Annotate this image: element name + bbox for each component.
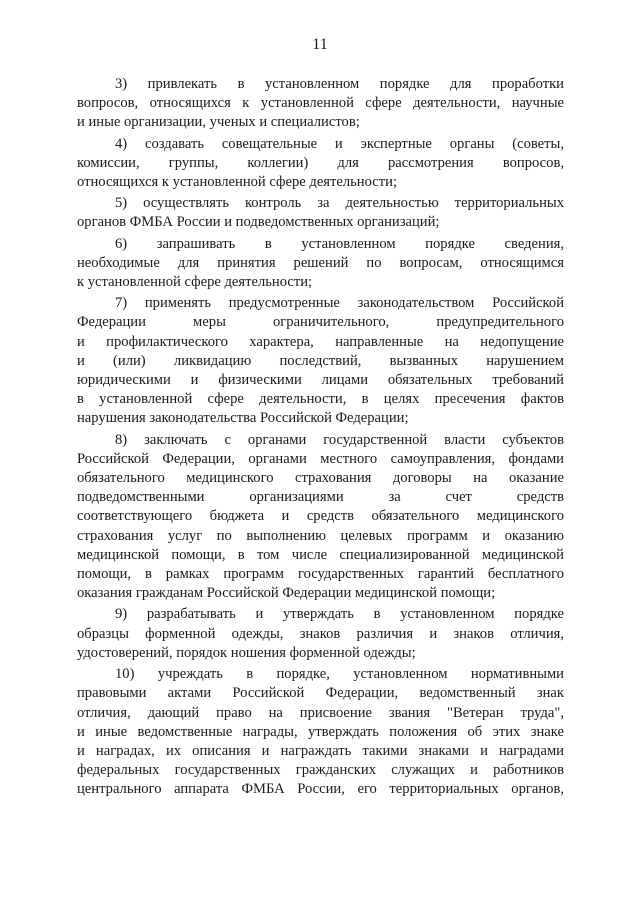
- page-number: 11: [312, 36, 328, 53]
- paragraph-line: центрального аппарата ФМБА России, его территориальных органов,: [77, 781, 564, 798]
- paragraph-line: нарушения законодательства Российской Федерации;: [77, 410, 409, 427]
- paragraph-line: необходимые для принятия решений по вопросам, относящимся: [77, 254, 564, 271]
- paragraph-line: страхования услуг по выполнению целевых программ и оказанию: [77, 527, 564, 544]
- paragraph-line: помощи, в рамках программ государственных гарантий бесплатного: [77, 566, 564, 583]
- paragraph-line: оказания гражданам Российской Федерации медицинской помощи;: [77, 585, 496, 602]
- paragraph-line: федеральных государственных гражданских служащих и работников: [77, 762, 564, 779]
- paragraph-line: и иные организации, ученых и специалистов;: [77, 114, 360, 131]
- paragraph-line: и иные ведомственные награды, утверждать положения об этих знаке: [77, 723, 564, 740]
- paragraph-6: [77, 431, 564, 604]
- paragraph-line: 5) осуществлять контроль за деятельностью территориальных: [115, 195, 564, 212]
- paragraph-line: вопросов, относящихся к установленной сфере деятельности, научные: [77, 95, 564, 112]
- paragraph-line: органов ФМБА России и подведомственных организаций;: [77, 214, 440, 231]
- paragraph-line: 9) разрабатывать и утверждать в установленном порядке: [115, 606, 564, 623]
- paragraph-line: к установленной сфере деятельности;: [77, 274, 313, 291]
- paragraph-5: [77, 294, 564, 428]
- paragraph-4: [77, 235, 564, 293]
- paragraph-line: соответствующего бюджета и средств обязательного медицинского: [77, 508, 564, 525]
- paragraph-line: относящихся к установленной сфере деятельности;: [77, 174, 398, 191]
- paragraph-line: 4) создавать совещательные и экспертные органы (советы,: [115, 135, 564, 152]
- paragraph-line: комиссии, группы, коллегии) для рассмотрения вопросов,: [77, 154, 564, 171]
- paragraph-line: отличия, дающий право на присвоение звания "Ветеран труда",: [77, 704, 564, 721]
- paragraph-line: 6) запрашивать в установленном порядке сведения,: [115, 235, 564, 252]
- paragraph-line: и наградах, их описания и награждать такими знаками и наградами: [77, 742, 564, 759]
- paragraph-line: правовыми актами Российской Федерации, ведомственный знак: [77, 685, 564, 702]
- paragraph-line: подведомственными организациями за счет средств: [77, 489, 564, 506]
- paragraph-line: удостоверений, порядок ношения форменной одежды;: [77, 644, 416, 661]
- paragraph-line: 10) учреждать в порядке, установленном нормативными: [115, 666, 564, 683]
- paragraph-line: медицинской помощи, в том числе специализированной медицинской: [77, 546, 564, 563]
- paragraph-3: [77, 194, 564, 232]
- paragraph-8: [77, 665, 564, 799]
- paragraph-line: и профилактического характера, направленные на недопущение: [77, 333, 564, 350]
- paragraph-line: 7) применять предусмотренные законодательством Российской: [115, 295, 564, 312]
- paragraph-1: [77, 75, 564, 133]
- paragraph-line: обязательного медицинского страхования договоры на оказание: [77, 470, 564, 487]
- paragraph-line: Федерации меры ограничительного, предупредительного: [77, 314, 564, 331]
- paragraph-line: юридическими и физическими лицами обязательных требований: [77, 372, 564, 389]
- paragraph-line: 8) заключать с органами государственной власти субъектов: [115, 431, 564, 448]
- document-body: [77, 75, 564, 800]
- paragraph-7: [77, 605, 564, 663]
- paragraph-line: и (или) ликвидацию последствий, вызванных нарушением: [77, 352, 564, 369]
- paragraph-line: 3) привлекать в установленном порядке для проработки: [115, 76, 564, 92]
- paragraph-line: Российской Федерации, органами местного самоуправления, фондами: [77, 450, 564, 467]
- paragraph-line: образцы форменной одежды, знаков различия и знаков отличия,: [77, 625, 564, 642]
- paragraph-line: в установленной сфере деятельности, в целях пресечения фактов: [77, 391, 564, 408]
- paragraph-2: [77, 135, 564, 193]
